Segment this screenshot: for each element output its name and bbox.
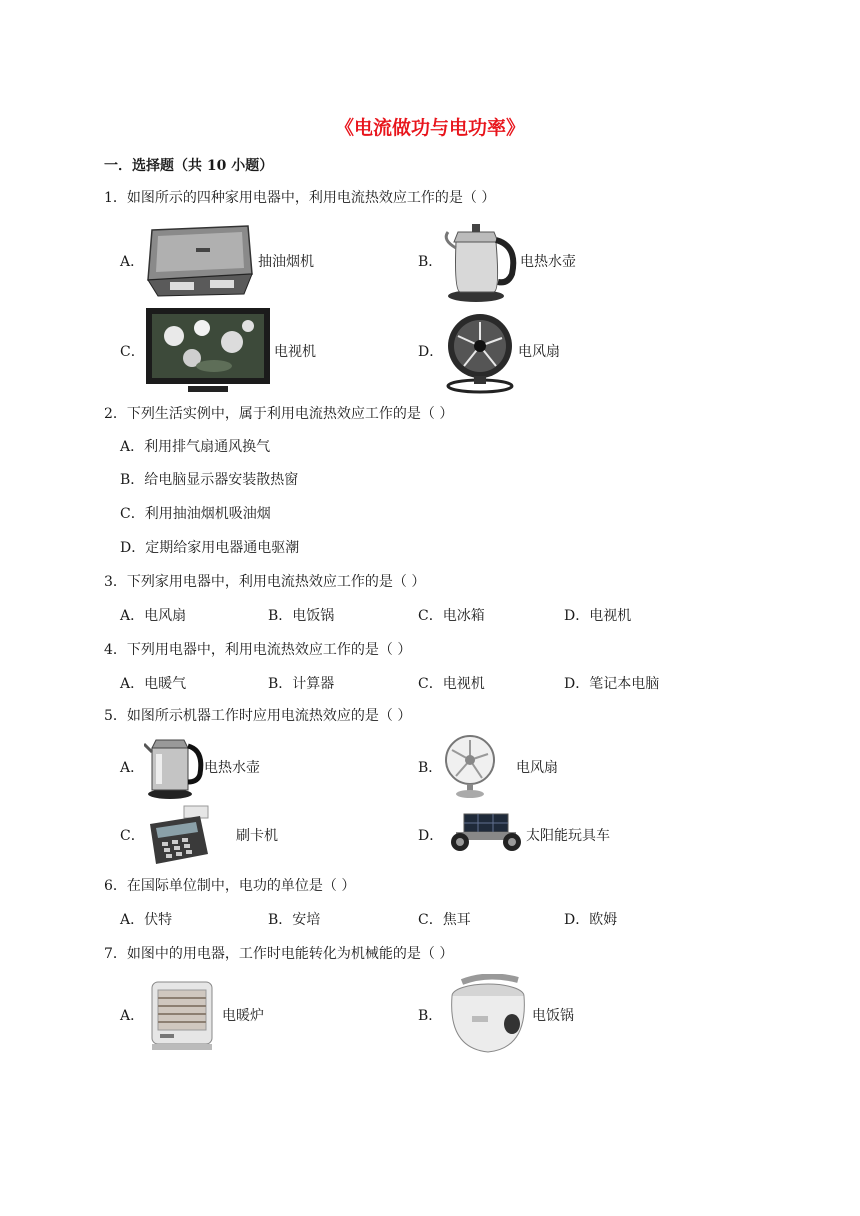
question-1-stem: 1．如图所示的四种家用电器中，利用电流热效应工作的是（ ） <box>104 190 496 206</box>
q1-option-b-letter[interactable]: B． <box>418 254 443 270</box>
q7-option-a-label: 电暖炉 <box>222 1008 264 1024</box>
q5-option-c-label: 刷卡机 <box>236 828 278 844</box>
q4-option-d[interactable]: D．笔记本电脑 <box>564 676 660 692</box>
page-title: 《电流做功与电功率》 <box>334 117 525 139</box>
q3-option-b[interactable]: B．电饭锅 <box>268 608 335 624</box>
question-4-stem: 4．下列用电器中，利用电流热效应工作的是（ ） <box>104 642 412 658</box>
q1-option-c-label: 电视机 <box>274 344 316 360</box>
fan-icon <box>440 734 500 800</box>
q7-option-b-letter[interactable]: B． <box>418 1008 443 1024</box>
q5-option-d-letter[interactable]: D． <box>418 828 444 844</box>
question-2-stem: 2．下列生活实例中，属于利用电流热效应工作的是（ ） <box>104 406 454 422</box>
q2-option-a[interactable]: A．利用排气扇通风换气 <box>120 439 271 455</box>
rice-cooker-icon <box>442 974 532 1056</box>
q4-option-a[interactable]: A．电暖气 <box>120 676 187 692</box>
question-3-stem: 3．下列家用电器中，利用电流热效应工作的是（ ） <box>104 574 426 590</box>
question-6-stem: 6．在国际单位制中，电功的单位是（ ） <box>104 878 356 894</box>
q5-option-c-letter[interactable]: C． <box>120 828 145 844</box>
section-heading: 一．选择题（共 10 小题） <box>104 158 274 174</box>
q2-option-b[interactable]: B．给电脑显示器安装散热窗 <box>120 472 299 488</box>
q1-option-a-label: 抽油烟机 <box>258 254 314 270</box>
q6-option-a[interactable]: A．伏特 <box>120 912 173 928</box>
fan-icon <box>444 308 516 394</box>
q4-option-b[interactable]: B．计算器 <box>268 676 335 692</box>
q6-option-c[interactable]: C．焦耳 <box>418 912 471 928</box>
q3-option-a[interactable]: A．电风扇 <box>120 608 187 624</box>
q3-option-c[interactable]: C．电冰箱 <box>418 608 485 624</box>
q1-option-d-letter[interactable]: D． <box>418 344 444 360</box>
q7-option-a-letter[interactable]: A． <box>120 1008 145 1024</box>
question-5-stem: 5．如图所示机器工作时应用电流热效应的是（ ） <box>104 708 412 724</box>
q5-option-b-label: 电风扇 <box>516 760 558 776</box>
electric-kettle-icon <box>144 734 204 800</box>
electric-kettle-icon <box>444 218 520 304</box>
range-hood-icon <box>144 222 256 298</box>
q2-option-d[interactable]: D．定期给家用电器通电驱潮 <box>120 540 300 556</box>
q5-option-a-label: 电热水壶 <box>204 760 260 776</box>
television-icon <box>144 306 272 396</box>
q4-option-c[interactable]: C．电视机 <box>418 676 485 692</box>
q5-option-d-label: 太阳能玩具车 <box>526 828 610 844</box>
q1-option-b-label: 电热水壶 <box>520 254 576 270</box>
card-reader-icon <box>144 804 212 866</box>
q1-option-d-label: 电风扇 <box>518 344 560 360</box>
question-7-stem: 7．如图中的用电器，工作时电能转化为机械能的是（ ） <box>104 946 454 962</box>
q1-option-c-letter[interactable]: C． <box>120 344 145 360</box>
heater-icon <box>146 978 218 1052</box>
q3-option-d[interactable]: D．电视机 <box>564 608 632 624</box>
q7-option-b-label: 电饭锅 <box>532 1008 574 1024</box>
q6-option-b[interactable]: B．安培 <box>268 912 321 928</box>
q2-option-c[interactable]: C．利用抽油烟机吸油烟 <box>120 506 271 522</box>
q6-option-d[interactable]: D．欧姆 <box>564 912 618 928</box>
solar-toy-car-icon <box>444 810 528 854</box>
q5-option-b-letter[interactable]: B． <box>418 760 443 776</box>
q5-option-a-letter[interactable]: A． <box>120 760 145 776</box>
q1-option-a-letter[interactable]: A． <box>120 254 145 270</box>
